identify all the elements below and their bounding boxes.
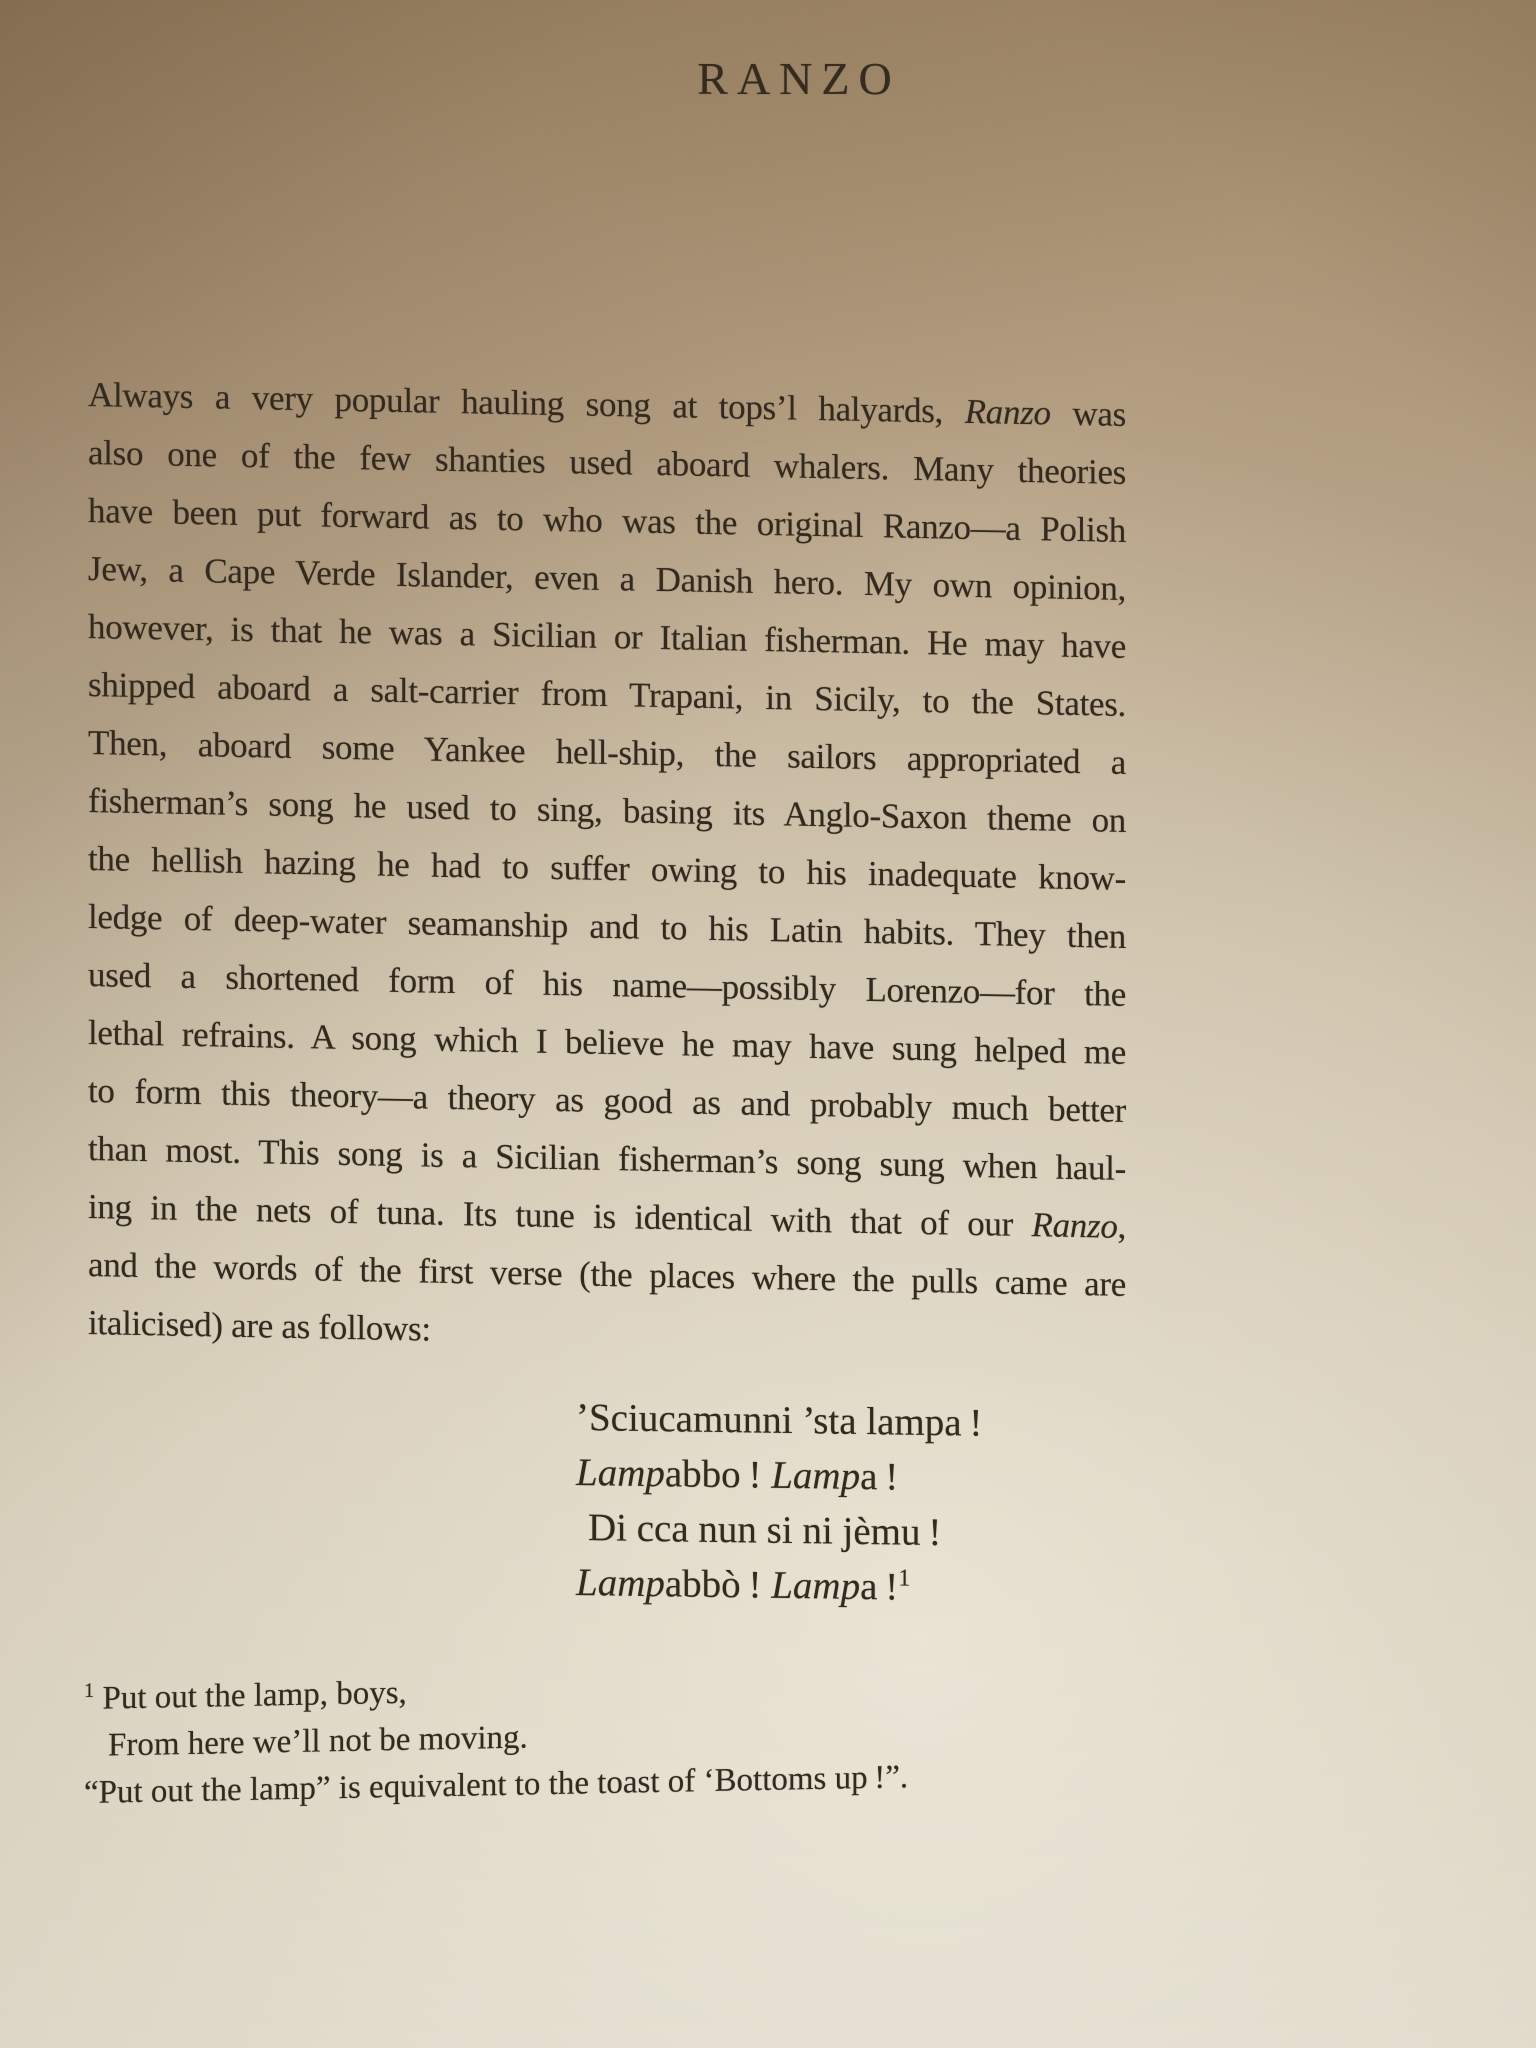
text-run: shipped aboard a salt-carrier from Trapani, in Sicily, to the States.	[88, 665, 1126, 724]
text-run: abbò !	[664, 1562, 772, 1607]
footnote-marker: 1	[84, 1679, 95, 1702]
italic-run: Lamp	[576, 1451, 665, 1496]
text-run: the hellish hazing he had to suffer owing to his inadequate know-	[88, 839, 1126, 898]
text-run: than most. This song is a Sicilian fisherman’s song sung when haul-	[88, 1129, 1126, 1188]
text-run: and the words of the first verse (the places where the pulls came are	[88, 1245, 1126, 1304]
text-run: italicised) are as follows:	[88, 1303, 431, 1349]
italic-run: Ranzo	[964, 391, 1051, 433]
page-title: RANZO	[697, 53, 901, 104]
text-run: Always a very popular hauling song at tops’l halyards,	[88, 375, 965, 431]
text-run: also one of the few shanties used aboard whalers. Many theories	[88, 433, 1126, 492]
footnote-block	[84, 1653, 1284, 1817]
text-run: abbo !	[664, 1452, 772, 1497]
italic-run: Ranzo	[1031, 1205, 1118, 1246]
verse-line	[576, 1445, 982, 1506]
text-run: however, is that he was a Sicilian or Italian fisherman. He may have	[88, 607, 1126, 666]
text-run: Di cca nun si ni jèmu !	[588, 1506, 942, 1555]
text-run: lethal refrains. A song which I believe he may have sung helped me	[88, 1013, 1126, 1072]
text-run: ’Sciucamunni ’sta lampa !	[576, 1396, 983, 1445]
verse-block	[576, 1390, 982, 1616]
verse-line	[576, 1390, 982, 1451]
italic-run: Lamp	[771, 1453, 861, 1498]
text-run: a !	[860, 1564, 899, 1609]
text-run: “Put out the lamp” is equivalent to the toast of ‘Bottoms up !”.	[84, 1759, 909, 1811]
text-run: to form this theory—a theory as good as and probably much better	[88, 1071, 1126, 1130]
footnote-reference: 1	[898, 1564, 911, 1592]
text-run: Then, aboard some Yankee hell-ship, the sailors appropriated a	[88, 723, 1126, 782]
italic-run: Lamp	[771, 1563, 861, 1608]
text-run: ,	[1117, 1206, 1126, 1246]
text-run: fisherman’s song he used to sing, basing its Anglo-Saxon theme on	[88, 781, 1126, 840]
text-run: was	[1050, 393, 1126, 434]
text-run: have been put forward as to who was the original Ranzo—a Polish	[88, 491, 1126, 550]
paragraph	[88, 366, 1126, 1372]
text-run: ing in the nets of tuna. Its tune is identical with that of our	[88, 1187, 1032, 1245]
text-run: From here we’ll not be moving.	[108, 1719, 528, 1764]
text-run: ledge of deep-water seamanship and to his Latin habits. They then	[88, 897, 1126, 956]
text-run: Put out the lamp, boys,	[94, 1674, 407, 1717]
text-run: a !	[860, 1454, 899, 1499]
italic-run: Lamp	[576, 1561, 665, 1606]
verse-line	[576, 1555, 982, 1616]
verse-line	[576, 1500, 982, 1561]
text-run: Jew, a Cape Verde Islander, even a Danish hero. My own opinion,	[88, 549, 1126, 608]
text-run: used a shortened form of his name—possibly Lorenzo—for the	[88, 955, 1126, 1014]
